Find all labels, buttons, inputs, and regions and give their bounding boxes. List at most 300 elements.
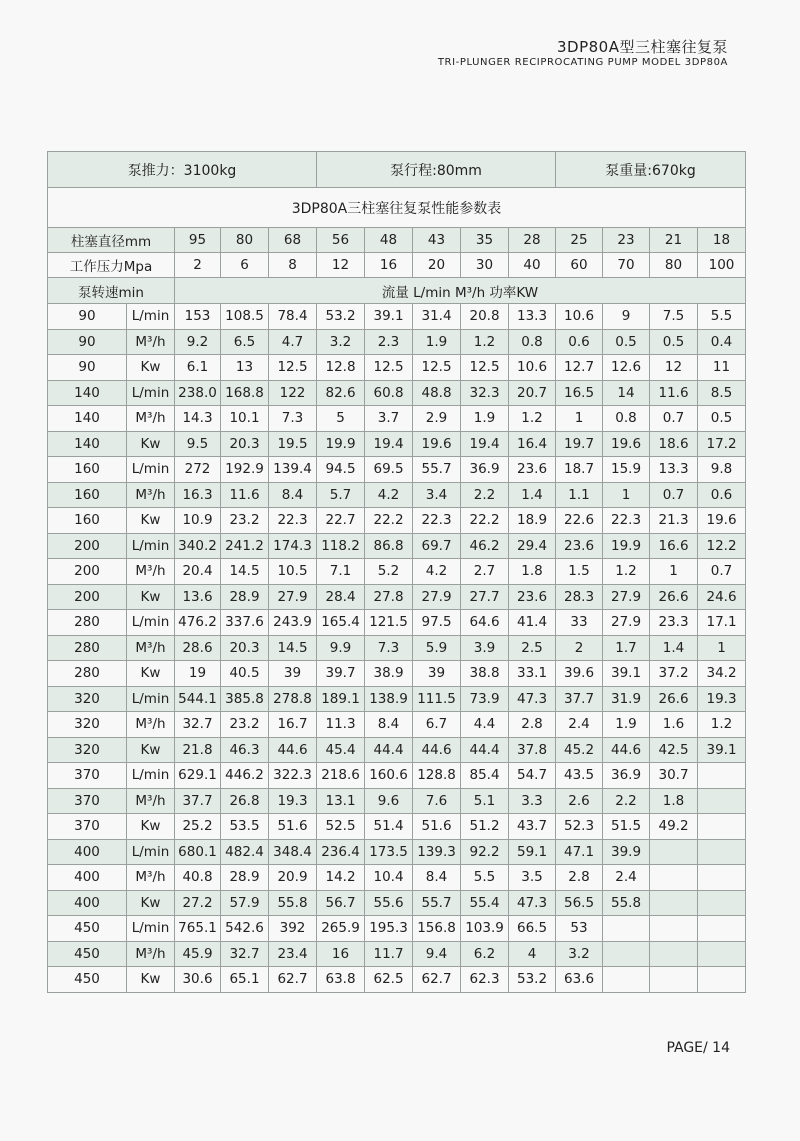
value-cell: 3.4 — [413, 482, 461, 508]
value-cell: 446.2 — [221, 763, 269, 789]
value-cell: 2.4 — [603, 865, 650, 891]
value-cell: 28.6 — [175, 635, 221, 661]
value-cell: 10.4 — [365, 865, 413, 891]
speed-cell: 200 — [48, 533, 127, 559]
value-cell — [603, 967, 650, 993]
value-cell: 1 — [650, 559, 698, 585]
value-cell: 20.9 — [269, 865, 317, 891]
speed-cell: 160 — [48, 508, 127, 534]
flow-power-header: 流量 L/min M³/h 功率KW — [175, 278, 746, 304]
table-row — [48, 967, 746, 993]
table-title-row — [48, 188, 746, 228]
value-cell: 37.2 — [650, 661, 698, 687]
value-cell: 8.4 — [269, 482, 317, 508]
value-cell: 20.7 — [509, 380, 556, 406]
working-pressure-cell: 40 — [509, 253, 556, 278]
working-pressure-cell: 2 — [175, 253, 221, 278]
value-cell: 40.8 — [175, 865, 221, 891]
working-pressure-cell: 100 — [698, 253, 746, 278]
value-cell: 43.5 — [556, 763, 603, 789]
value-cell: 22.6 — [556, 508, 603, 534]
value-cell: 22.3 — [413, 508, 461, 534]
unit-cell: L/min — [127, 380, 175, 406]
value-cell: 1.7 — [603, 635, 650, 661]
value-cell: 55.8 — [603, 890, 650, 916]
unit-cell: L/min — [127, 610, 175, 636]
speed-cell: 320 — [48, 712, 127, 738]
value-cell: 11.7 — [365, 941, 413, 967]
value-cell: 544.1 — [175, 686, 221, 712]
table-row — [48, 686, 746, 712]
value-cell: 52.3 — [556, 814, 603, 840]
table-row — [48, 559, 746, 585]
value-cell: 3.9 — [461, 635, 509, 661]
plunger-diameter-cell: 23 — [603, 228, 650, 253]
value-cell — [650, 941, 698, 967]
unit-cell: L/min — [127, 457, 175, 483]
value-cell: 62.7 — [269, 967, 317, 993]
value-cell: 51.2 — [461, 814, 509, 840]
value-cell: 5.7 — [317, 482, 365, 508]
speed-cell: 280 — [48, 635, 127, 661]
plunger-diameter-cell: 48 — [365, 228, 413, 253]
value-cell: 69.5 — [365, 457, 413, 483]
value-cell: 103.9 — [461, 916, 509, 942]
plunger-diameter-row — [48, 228, 746, 253]
speed-cell: 140 — [48, 431, 127, 457]
value-cell: 108.5 — [221, 304, 269, 330]
value-cell: 19.9 — [603, 533, 650, 559]
value-cell: 39 — [269, 661, 317, 687]
speed-cell: 90 — [48, 304, 127, 330]
speed-cell: 400 — [48, 839, 127, 865]
value-cell: 28.4 — [317, 584, 365, 610]
value-cell: 6.2 — [461, 941, 509, 967]
spec-row — [48, 152, 746, 188]
value-cell: 9.9 — [317, 635, 365, 661]
value-cell: 18.7 — [556, 457, 603, 483]
speed-cell: 370 — [48, 763, 127, 789]
value-cell: 31.4 — [413, 304, 461, 330]
value-cell: 0.5 — [698, 406, 746, 432]
value-cell: 53.2 — [317, 304, 365, 330]
value-cell: 26.6 — [650, 686, 698, 712]
value-cell: 45.4 — [317, 737, 365, 763]
unit-cell: M³/h — [127, 406, 175, 432]
value-cell: 12.8 — [317, 355, 365, 381]
value-cell: 12.2 — [698, 533, 746, 559]
value-cell: 11 — [698, 355, 746, 381]
plunger-diameter-cell: 43 — [413, 228, 461, 253]
value-cell: 13.3 — [650, 457, 698, 483]
value-cell: 0.6 — [556, 329, 603, 355]
value-cell: 156.8 — [413, 916, 461, 942]
value-cell: 7.3 — [269, 406, 317, 432]
table-row — [48, 712, 746, 738]
value-cell: 30.7 — [650, 763, 698, 789]
value-cell: 16.6 — [650, 533, 698, 559]
value-cell: 2.6 — [556, 788, 603, 814]
value-cell: 39.9 — [603, 839, 650, 865]
value-cell: 19.4 — [461, 431, 509, 457]
working-pressure-cell: 6 — [221, 253, 269, 278]
value-cell: 55.7 — [413, 890, 461, 916]
value-cell: 139.4 — [269, 457, 317, 483]
value-cell: 19.7 — [556, 431, 603, 457]
value-cell: 23.2 — [221, 712, 269, 738]
value-cell: 23.2 — [221, 508, 269, 534]
table-row — [48, 304, 746, 330]
value-cell: 2.3 — [365, 329, 413, 355]
value-cell: 19.3 — [269, 788, 317, 814]
value-cell: 5.1 — [461, 788, 509, 814]
value-cell — [650, 890, 698, 916]
value-cell: 22.2 — [365, 508, 413, 534]
value-cell: 42.5 — [650, 737, 698, 763]
value-cell: 10.6 — [509, 355, 556, 381]
value-cell: 20.3 — [221, 431, 269, 457]
value-cell: 1.8 — [509, 559, 556, 585]
table-row — [48, 865, 746, 891]
value-cell: 0.6 — [698, 482, 746, 508]
value-cell — [698, 967, 746, 993]
value-cell: 59.1 — [509, 839, 556, 865]
value-cell: 0.8 — [509, 329, 556, 355]
value-cell: 3.2 — [556, 941, 603, 967]
value-cell: 1.6 — [650, 712, 698, 738]
unit-cell: M³/h — [127, 559, 175, 585]
value-cell: 46.3 — [221, 737, 269, 763]
value-cell: 30.6 — [175, 967, 221, 993]
value-cell: 51.5 — [603, 814, 650, 840]
value-cell: 1.1 — [556, 482, 603, 508]
value-cell: 32.3 — [461, 380, 509, 406]
value-cell: 265.9 — [317, 916, 365, 942]
value-cell: 174.3 — [269, 533, 317, 559]
unit-cell: L/min — [127, 304, 175, 330]
value-cell: 28.9 — [221, 865, 269, 891]
value-cell: 55.8 — [269, 890, 317, 916]
value-cell: 44.6 — [269, 737, 317, 763]
value-cell — [603, 916, 650, 942]
value-cell: 4.2 — [365, 482, 413, 508]
value-cell: 3.3 — [509, 788, 556, 814]
value-cell: 0.7 — [650, 406, 698, 432]
value-cell: 25.2 — [175, 814, 221, 840]
value-cell — [698, 763, 746, 789]
value-cell: 38.8 — [461, 661, 509, 687]
value-cell: 44.6 — [413, 737, 461, 763]
value-cell: 47.3 — [509, 686, 556, 712]
value-cell: 20.8 — [461, 304, 509, 330]
pump-performance-table — [47, 151, 746, 993]
value-cell: 65.1 — [221, 967, 269, 993]
value-cell: 56.7 — [317, 890, 365, 916]
value-cell — [698, 916, 746, 942]
value-cell: 8.4 — [365, 712, 413, 738]
value-cell: 33 — [556, 610, 603, 636]
value-cell: 3.7 — [365, 406, 413, 432]
value-cell: 165.4 — [317, 610, 365, 636]
value-cell: 69.7 — [413, 533, 461, 559]
value-cell: 64.6 — [461, 610, 509, 636]
value-cell: 22.3 — [603, 508, 650, 534]
value-cell: 56.5 — [556, 890, 603, 916]
value-cell — [650, 865, 698, 891]
value-cell: 9.6 — [365, 788, 413, 814]
value-cell: 9 — [603, 304, 650, 330]
value-cell: 16 — [317, 941, 365, 967]
value-cell: 19.4 — [365, 431, 413, 457]
value-cell: 48.8 — [413, 380, 461, 406]
unit-cell: Kw — [127, 814, 175, 840]
unit-cell: Kw — [127, 737, 175, 763]
value-cell: 63.8 — [317, 967, 365, 993]
value-cell: 19.9 — [317, 431, 365, 457]
value-cell — [698, 788, 746, 814]
value-cell: 629.1 — [175, 763, 221, 789]
working-pressure-label: 工作压力Mpa — [48, 253, 175, 278]
value-cell: 24.6 — [698, 584, 746, 610]
value-cell: 1 — [698, 635, 746, 661]
speed-cell: 90 — [48, 355, 127, 381]
value-cell: 66.5 — [509, 916, 556, 942]
value-cell: 118.2 — [317, 533, 365, 559]
value-cell: 55.4 — [461, 890, 509, 916]
document-title-cn: 3DP80A型三柱塞往复泵 — [557, 38, 728, 56]
value-cell: 14.3 — [175, 406, 221, 432]
value-cell: 2.9 — [413, 406, 461, 432]
value-cell: 52.5 — [317, 814, 365, 840]
value-cell: 337.6 — [221, 610, 269, 636]
working-pressure-cell: 70 — [603, 253, 650, 278]
value-cell: 57.9 — [221, 890, 269, 916]
unit-cell: Kw — [127, 890, 175, 916]
plunger-diameter-cell: 21 — [650, 228, 698, 253]
value-cell: 13.3 — [509, 304, 556, 330]
value-cell: 168.8 — [221, 380, 269, 406]
value-cell: 47.1 — [556, 839, 603, 865]
value-cell: 9.2 — [175, 329, 221, 355]
value-cell: 92.2 — [461, 839, 509, 865]
table-row — [48, 661, 746, 687]
value-cell: 19.6 — [698, 508, 746, 534]
value-cell: 1.9 — [461, 406, 509, 432]
value-cell: 238.0 — [175, 380, 221, 406]
value-cell: 19.5 — [269, 431, 317, 457]
unit-cell: L/min — [127, 763, 175, 789]
table-row — [48, 355, 746, 381]
table-row — [48, 406, 746, 432]
value-cell: 13 — [221, 355, 269, 381]
value-cell: 32.7 — [221, 941, 269, 967]
value-cell: 51.6 — [269, 814, 317, 840]
value-cell: 12.5 — [413, 355, 461, 381]
value-cell: 14 — [603, 380, 650, 406]
table-row — [48, 457, 746, 483]
value-cell: 23.3 — [650, 610, 698, 636]
pump-speed-label: 泵转速min — [48, 278, 175, 304]
value-cell: 36.9 — [603, 763, 650, 789]
value-cell: 9.5 — [175, 431, 221, 457]
value-cell — [698, 865, 746, 891]
unit-cell: M³/h — [127, 865, 175, 891]
value-cell: 7.1 — [317, 559, 365, 585]
value-cell: 195.3 — [365, 916, 413, 942]
value-cell: 20.4 — [175, 559, 221, 585]
value-cell: 4.7 — [269, 329, 317, 355]
value-cell: 111.5 — [413, 686, 461, 712]
value-cell: 31.9 — [603, 686, 650, 712]
value-cell: 1 — [603, 482, 650, 508]
value-cell: 6.1 — [175, 355, 221, 381]
plunger-diameter-cell: 95 — [175, 228, 221, 253]
value-cell: 20.3 — [221, 635, 269, 661]
value-cell: 243.9 — [269, 610, 317, 636]
speed-cell: 370 — [48, 788, 127, 814]
value-cell: 192.9 — [221, 457, 269, 483]
plunger-diameter-cell: 68 — [269, 228, 317, 253]
plunger-diameter-cell: 18 — [698, 228, 746, 253]
value-cell: 19.6 — [603, 431, 650, 457]
value-cell: 12 — [650, 355, 698, 381]
value-cell: 39 — [413, 661, 461, 687]
table-row — [48, 610, 746, 636]
value-cell: 2.8 — [556, 865, 603, 891]
speed-cell: 90 — [48, 329, 127, 355]
value-cell: 16.3 — [175, 482, 221, 508]
value-cell: 14.5 — [221, 559, 269, 585]
value-cell: 12.5 — [269, 355, 317, 381]
value-cell — [650, 916, 698, 942]
unit-cell: Kw — [127, 431, 175, 457]
table-row — [48, 482, 746, 508]
value-cell: 26.8 — [221, 788, 269, 814]
page-number: PAGE/ 14 — [666, 1040, 730, 1056]
value-cell: 27.9 — [413, 584, 461, 610]
unit-cell: M³/h — [127, 941, 175, 967]
plunger-diameter-cell: 28 — [509, 228, 556, 253]
value-cell: 26.6 — [650, 584, 698, 610]
value-cell: 1.9 — [603, 712, 650, 738]
value-cell: 39.1 — [365, 304, 413, 330]
unit-cell: Kw — [127, 355, 175, 381]
value-cell: 62.7 — [413, 967, 461, 993]
value-cell: 85.4 — [461, 763, 509, 789]
value-cell: 23.4 — [269, 941, 317, 967]
value-cell: 0.7 — [698, 559, 746, 585]
value-cell: 23.6 — [509, 457, 556, 483]
value-cell: 12.5 — [365, 355, 413, 381]
value-cell: 27.8 — [365, 584, 413, 610]
value-cell: 29.4 — [509, 533, 556, 559]
value-cell: 5.5 — [461, 865, 509, 891]
value-cell: 5 — [317, 406, 365, 432]
value-cell: 82.6 — [317, 380, 365, 406]
value-cell: 27.9 — [603, 584, 650, 610]
working-pressure-cell: 8 — [269, 253, 317, 278]
value-cell: 6.5 — [221, 329, 269, 355]
value-cell: 97.5 — [413, 610, 461, 636]
working-pressure-cell: 60 — [556, 253, 603, 278]
value-cell: 680.1 — [175, 839, 221, 865]
value-cell: 8.5 — [698, 380, 746, 406]
working-pressure-cell: 30 — [461, 253, 509, 278]
value-cell: 122 — [269, 380, 317, 406]
value-cell: 1.8 — [650, 788, 698, 814]
value-cell: 1.2 — [698, 712, 746, 738]
value-cell: 36.9 — [461, 457, 509, 483]
value-cell: 33.1 — [509, 661, 556, 687]
value-cell: 21.3 — [650, 508, 698, 534]
pump-thrust: 泵推力：3100kg — [48, 152, 317, 188]
value-cell: 44.6 — [603, 737, 650, 763]
value-cell: 11.6 — [650, 380, 698, 406]
value-cell: 13.1 — [317, 788, 365, 814]
table-row — [48, 916, 746, 942]
value-cell: 51.6 — [413, 814, 461, 840]
table-row — [48, 890, 746, 916]
value-cell: 765.1 — [175, 916, 221, 942]
speed-cell: 160 — [48, 482, 127, 508]
plunger-diameter-label: 柱塞直径mm — [48, 228, 175, 253]
table-row — [48, 329, 746, 355]
value-cell: 4.2 — [413, 559, 461, 585]
value-cell: 22.7 — [317, 508, 365, 534]
table-row — [48, 380, 746, 406]
value-cell: 2.2 — [603, 788, 650, 814]
value-cell: 86.8 — [365, 533, 413, 559]
value-cell: 38.9 — [365, 661, 413, 687]
value-cell: 9.4 — [413, 941, 461, 967]
speed-cell: 400 — [48, 890, 127, 916]
value-cell — [603, 941, 650, 967]
value-cell: 34.2 — [698, 661, 746, 687]
table-row — [48, 737, 746, 763]
value-cell: 12.6 — [603, 355, 650, 381]
value-cell: 54.7 — [509, 763, 556, 789]
value-cell: 14.5 — [269, 635, 317, 661]
value-cell: 542.6 — [221, 916, 269, 942]
value-cell: 7.3 — [365, 635, 413, 661]
value-cell: 23.6 — [509, 584, 556, 610]
speed-cell: 450 — [48, 967, 127, 993]
value-cell: 49.2 — [650, 814, 698, 840]
value-cell: 2.7 — [461, 559, 509, 585]
value-cell: 348.4 — [269, 839, 317, 865]
speed-cell: 160 — [48, 457, 127, 483]
working-pressure-cell: 16 — [365, 253, 413, 278]
value-cell: 40.5 — [221, 661, 269, 687]
value-cell: 10.9 — [175, 508, 221, 534]
unit-cell: Kw — [127, 661, 175, 687]
value-cell: 2.5 — [509, 635, 556, 661]
value-cell: 37.8 — [509, 737, 556, 763]
speed-header-row — [48, 278, 746, 304]
working-pressure-row — [48, 253, 746, 278]
table-row — [48, 814, 746, 840]
value-cell: 5.9 — [413, 635, 461, 661]
value-cell: 5.5 — [698, 304, 746, 330]
value-cell: 73.9 — [461, 686, 509, 712]
value-cell: 11.6 — [221, 482, 269, 508]
value-cell: 37.7 — [556, 686, 603, 712]
value-cell: 39.6 — [556, 661, 603, 687]
value-cell: 4 — [509, 941, 556, 967]
value-cell: 16.5 — [556, 380, 603, 406]
table-row — [48, 431, 746, 457]
value-cell: 23.6 — [556, 533, 603, 559]
